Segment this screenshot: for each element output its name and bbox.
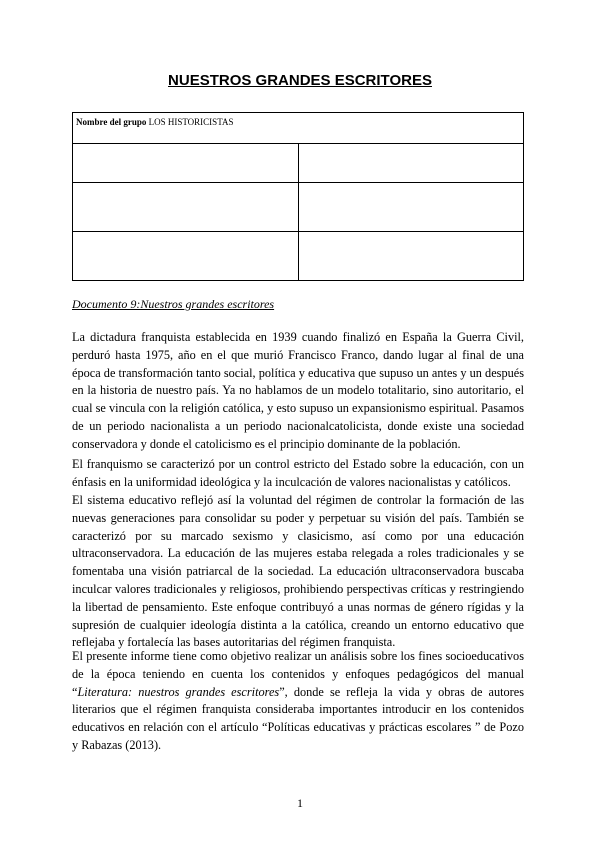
- table-row: [73, 183, 524, 232]
- table-row: [73, 144, 524, 183]
- book-title: Literatura: nuestros grandes escritores: [77, 684, 280, 699]
- table-cell: [298, 144, 524, 183]
- paragraph-franquismo: El franquismo se caracterizó por un control estricto del Estado sobre la educación, con un énfasis en la uniformidad ideológica y la inculcación de valores nacionalistas y católicos.: [72, 457, 524, 489]
- page-title: NUESTROS GRANDES ESCRITORES: [168, 72, 432, 89]
- table-cell: [73, 232, 299, 281]
- table-cell: [73, 144, 299, 183]
- table-cell: [73, 183, 299, 232]
- group-name-cell: [73, 113, 524, 144]
- paragraph-objetivo-text-2: ”, donde se refleja la vida y obras de autores literarios que el régimen franquista consideraba importantes introducir en los contenidos educativos en relación con el artículo “Políticas educativas y prácticas escolares ” de Pozo y Rabazas (2013).: [72, 684, 524, 752]
- paragraph-intro: La dictadura franquista establecida en 1939 cuando finalizó en España la Guerra Civil, perduró hasta 1975, año en el que murió Francisco Franco, dando lugar al final de una época de transformación tanto social, política y educativa que supuso un antes y un después en la historia de nuestro país. Ya no hablamos de un modelo totalitario, sino autoritario, el cual se vincula con la religión católica, y esto supuso un expansionismo espiritual. Pasamos de un periodo nacionalista a un periodo nacionalcatolicista, donde existe una sociedad conservadora y donde el catolicismo es el principio dominante de la población.: [72, 330, 524, 451]
- table-cell: [298, 232, 524, 281]
- table-cell: [298, 183, 524, 232]
- paragraph-objetivo: [72, 648, 524, 755]
- group-name-value: LOS HISTORICISTAS: [148, 117, 234, 127]
- group-name-label: Nombre del grupo: [76, 117, 147, 127]
- paragraph-objetivo-text-1: El presente informe tiene como objetivo realizar un análisis sobre los fines socioeducativos de la época teniendo en cuenta los contenidos y enfoques pedagógicos del manual “: [72, 649, 524, 699]
- group-name-row: [73, 113, 524, 144]
- group-table: [72, 112, 524, 281]
- table-row: [73, 232, 524, 281]
- paragraph-sistema-educativo: El sistema educativo reflejó así la voluntad del régimen de controlar la formación de las nuevas generaciones para consolidar su poder y perpetuar su visión del país. También se caracterizó por su marcado sexismo y clasicismo, así como por una educación ultraconservadora. La educación de las mujeres estaba relegada a roles tradicionales y se fomentaba una visión patriarcal de la sociedad. La educación ultraconservadora buscaba inculcar valores tradicionales y religiosos, prohibiendo perspectivas críticas y restringiendo la libertad de pensamiento. Este enfoque contribuyó a unas normas de género rígidas y la supresión de cualquier ideología distinta a la católica, creando un entorno educativo que reflejaba y fortalecía las bases autoritarias del régimen franquista.: [72, 493, 524, 650]
- document-heading: Documento 9:Nuestros grandes escritores: [72, 297, 275, 311]
- page-number: 1: [297, 796, 303, 810]
